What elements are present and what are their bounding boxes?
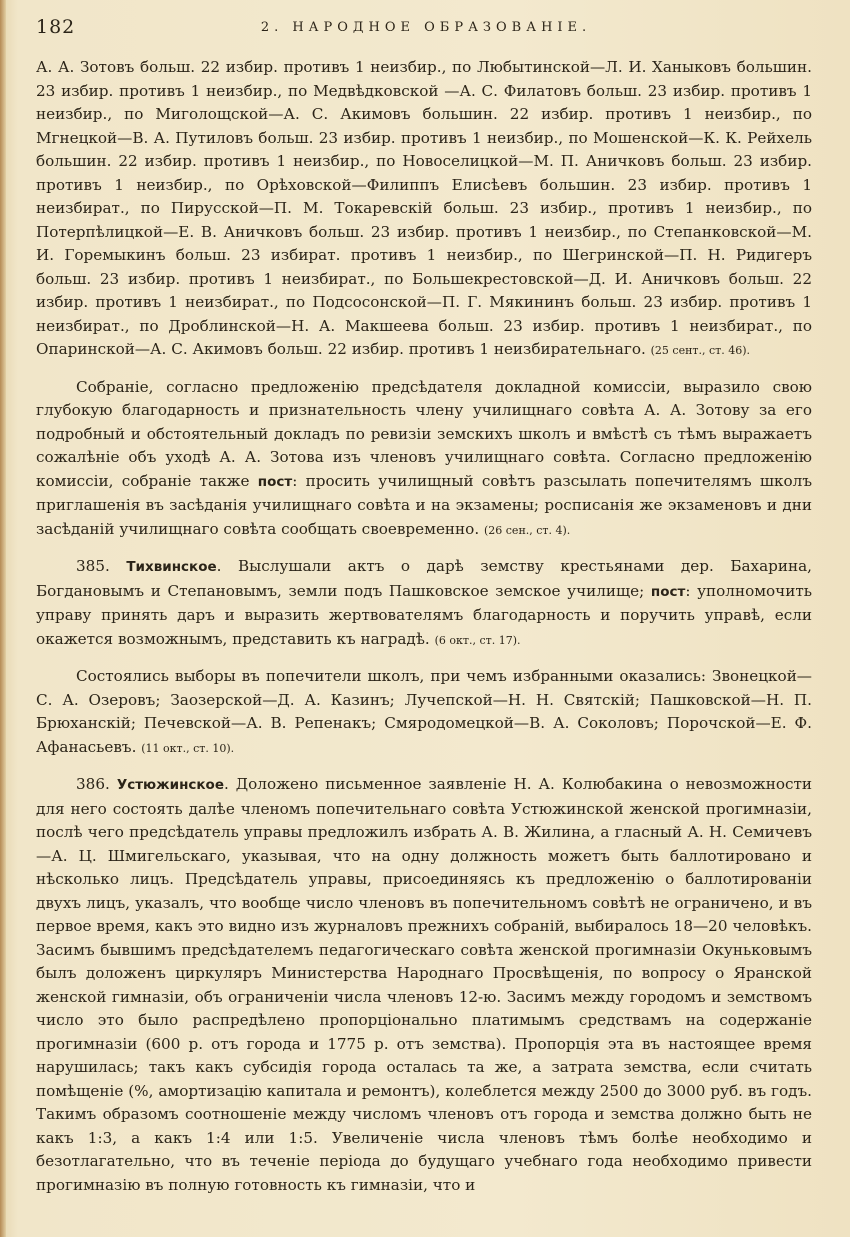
paragraph-text: . Выслушали актъ о дарѣ земству крестьянами дер. Бахарина, Богдановымъ и Степановымъ, земли подъ Пашковское земское училище; bbox=[36, 557, 813, 600]
running-title: 2. НАРОДНОЕ ОБРАЗОВАНІЕ. bbox=[260, 20, 592, 35]
paragraph-text: Собраніе, согласно предложенію предсѣдателя докладной комиссіи, выразило свою глубокую благодарность и признательность члену училищнаго совѣта А. А. Зотову за его подробный и обстоятельный докладъ по ревизіи земскихъ школъ и вмѣстѣ съ тѣмъ выражаетъ сожалѣніе объ уходѣ А. А. Зотова изъ членовъ училищнаго совѣта. Согласно предложенію комиссіи, собраніе также bbox=[36, 377, 812, 490]
resolution-keyword: пост bbox=[650, 583, 686, 600]
session-reference: (26 сен., ст. 4). bbox=[483, 523, 571, 537]
resolution-keyword: пост bbox=[257, 473, 293, 490]
section-number: 385. bbox=[76, 557, 110, 575]
paragraph-gratitude-zotov bbox=[36, 376, 812, 543]
paragraph-text: : просить училищный совѣтъ разсылать попечителямъ школъ приглашенія въ засѣданія училищнаго совѣта и на экзамены; росписанія же экзаменовъ и дни засѣданій училищнаго совѣта сообщать своевременно. bbox=[36, 471, 812, 538]
paragraph-text: Состоялись выборы въ попечители школъ, при чемъ избранными оказались: Звонецкой—С. А. Озеровъ; Заозерской—Д. А. Казинъ; Лучепской—Н. Н. Святскій; Пашковской—Н. П. Брюханскій; Печевской—А. В. Репенакъ; Смяродомецкой—В. А. Соколовъ; Порочской—Е. Ф. Афанасьевъ. bbox=[36, 667, 812, 756]
page-number: 182 bbox=[36, 16, 76, 38]
paragraph-text: А. А. Зотовъ больш. 22 избир. противъ 1 неизбир., по Любытинской—Л. И. Ханыковъ большин. 23 избир. противъ 1 неизбир., по Медвѣдковской —А. С. Филатовъ больш. 23 избир. противъ 1 неизбир., по Миголощской—А. С. Акимовъ большин. 22 избир. противъ 1 неизбир., по Мгнецкой—В. А. Путиловъ больш. 23 избир. противъ 1 неизбир., по Мошенской—К. К. Рейхель большин. 22 избир. противъ 1 неизбир., по Новоселицкой—М. П. Аничковъ больш. 23 избир. противъ 1 неизбир., по Орѣховской—Филиппъ Елисѣевъ большин. 23 избир. противъ 1 неизбират., по Пирусской—П. М. Токаревскій больш. 23 избир., противъ 1 неизбир., по Потерпѣлицкой—Е. В. Аничковъ больш. 23 избир. противъ 1 неизбир., по Степанковской—М. И. Горемыкинъ больш. 23 избират. противъ 1 неизбир., по Шегринской—П. Н. Ридигеръ больш. 23 избир. противъ 1 неизбират., по Большекрестовской—Д. И. Аничковъ больш. 22 избир. противъ 1 неизбират., по Подсосонской—П. Г. Мякининъ больш. 23 избир. противъ 1 неизбират., по Дроблинской—Н. А. Макшеева больш. 23 избир. противъ 1 неизбират., по Опаринской—А. С. Акимовъ больш. 22 избир. противъ 1 неизбирательнаго. bbox=[36, 58, 812, 358]
paragraph-elections-results bbox=[36, 56, 812, 363]
paragraph-text: . Доложено письменное заявленіе Н. А. Колюбакина о невозможности для него состоять далѣе членомъ попечительнаго совѣта Устюжинской женской прогимназіи, послѣ чего предсѣдатель управы предложилъ избрать А. В. Жилина, а гласный А. Н. Семичевъ—А. Ц. Шмигельскаго, указывая, что на одну должность можетъ быть баллотировано и нѣсколько лицъ. Предсѣдатель управы, присоединяясь къ предложенію о баллотированіи двухъ лицъ, указалъ, что вообще число членовъ въ попечительномъ совѣтѣ не ограничено, и въ первое время, какъ это видно изъ журналовъ прежнихъ собраній, выбиралось 18—20 человѣкъ. Засимъ бывшимъ предсѣдателемъ педагогическаго совѣта женской прогимназіи Окуньковымъ былъ доложенъ циркуляръ Министерства Народнаго Просвѣщенія, по вопросу о Яранской женской гимназіи, объ ограниченіи числа членовъ 12-ю. Засимъ между городомъ и земствомъ число это было распредѣлено пропорціонально платимымъ средствамъ на содержаніе прогимназіи (600 р. отъ города и 1775 р. отъ земства). Пропорція эта въ настоящее время нарушилась; такъ какъ субсидія города осталась та же, а затрата земства, если считать помѣщеніе (%, амортизацію капитала и ремонтъ), колеблется между 2500 до 3000 руб. въ годъ. Такимъ образомъ соотношеніе между числомъ членовъ отъ города и земства должно быть не какъ 1:3, а какъ 1:4 или 1:5. Увеличеніе числа членовъ тѣмъ болѣе необходимо и безотлагательно, что въ теченіе періода до будущаго учебнаго года необходимо привести прогимназію въ полную готовность къ гимназіи, что и bbox=[36, 775, 812, 1194]
page-header bbox=[36, 16, 816, 46]
session-reference: (25 сент., ст. 46). bbox=[650, 344, 751, 357]
paragraph-trustee-elections bbox=[36, 665, 812, 760]
district-name: Устюжинское bbox=[116, 777, 224, 793]
paragraph-text: : уполномочить управу принять даръ и выразить жертвователямъ благодарность и поручить управѣ, если окажется возможнымъ, представить къ наградѣ. bbox=[36, 581, 813, 648]
paragraph-386-ustyuzhinskoe bbox=[36, 773, 812, 1197]
session-reference: (6 окт., ст. 17). bbox=[434, 633, 521, 647]
body-text bbox=[36, 56, 812, 1197]
district-name: Тихвинское bbox=[126, 559, 217, 575]
paragraph-385-tikhvinskoe bbox=[36, 555, 812, 652]
page-binding-edge bbox=[0, 0, 6, 1237]
session-reference: (11 окт., ст. 10). bbox=[141, 741, 235, 755]
section-number: 386. bbox=[76, 775, 110, 793]
